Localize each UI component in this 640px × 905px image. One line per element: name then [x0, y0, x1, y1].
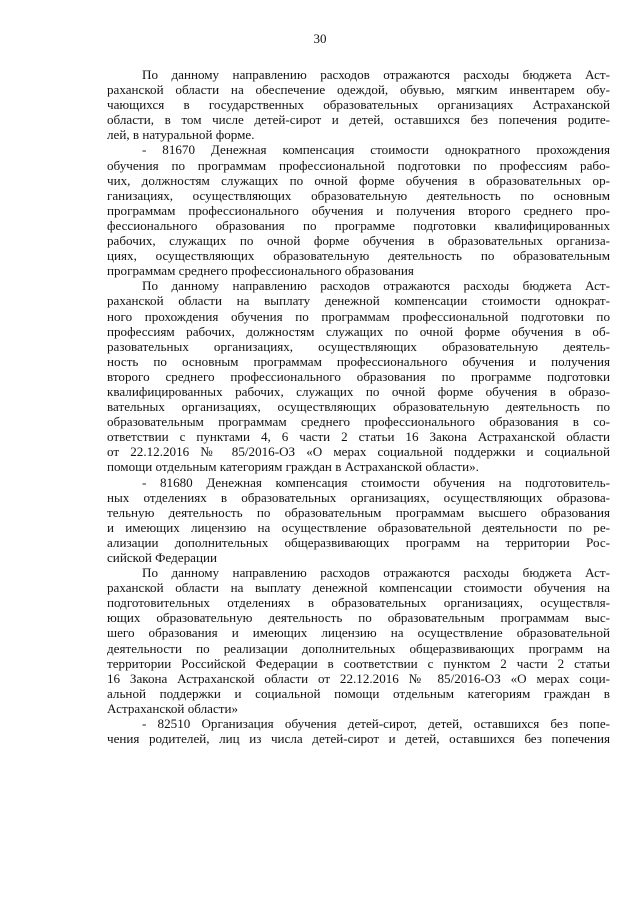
text-line: Астраханской области»	[107, 700, 239, 716]
text-line: По данному направлению расходов отражаются расходы бюджета Аст-	[142, 278, 610, 294]
text-line: помощи отдельным категориям граждан в Астраханской области».	[107, 459, 479, 475]
text-line: программам среднего профессионального образования	[107, 263, 414, 279]
text-line: шего образования и имеющих лицензию на осуществление образовательной	[107, 625, 610, 641]
text-line: 16 Закона Астраханской области от 22.12.2016 № 85/2016-ОЗ «О мерах соци-	[107, 670, 610, 686]
paragraph	[107, 142, 610, 278]
text-line: обучения по программам профессиональной подготовки по профессиям рабо-	[107, 157, 610, 173]
text-line: ных отделениях в образовательных организациях, осуществляющих образова-	[107, 489, 610, 505]
text-line: - 81680 Денежная компенсация стоимости обучения на подготовитель-	[142, 474, 610, 490]
text-line: рабочих, служащих по очной форме обучения в образовательных организа-	[107, 233, 610, 249]
text-line: ответствии с пунктами 4, 6 части 2 статьи 16 Закона Астраханской области	[107, 429, 610, 445]
text-line: ющих образовательную деятельность по образовательным программам выс-	[107, 610, 610, 626]
text-line: фессионального образования по программе подготовки квалифицированных	[107, 217, 610, 233]
text-line: образовательным программам среднего профессионального образования в со-	[107, 414, 610, 430]
text-line: раханской области на выплату денежной компенсации стоимости однократ-	[107, 293, 610, 309]
text-line: ность по основным программам профессионального обучения и получения	[107, 353, 610, 369]
text-line: раханской области на выплату денежной компенсации стоимости обучения на	[107, 580, 610, 596]
text-line: чения родителей, лиц из числа детей-сирот и детей, оставшихся без попечения	[107, 731, 610, 747]
paragraph	[107, 67, 610, 142]
text-line: территории Российской Федерации в соответствии с пунктом 2 части 2 статьи	[107, 655, 610, 671]
text-line: второго среднего профессионального образования по программе подготовки	[107, 368, 610, 384]
text-line: области, в том числе детей-сирот и детей, оставшихся без попечения родите-	[107, 112, 610, 128]
text-line: По данному направлению расходов отражаются расходы бюджета Аст-	[142, 565, 610, 581]
text-line: программам профессионального обучения и получения второго среднего про-	[107, 202, 610, 218]
text-line: чих, должностям служащих по очной форме обучения в образовательных ор-	[107, 172, 610, 188]
text-line: - 81670 Денежная компенсация стоимости однократного прохождения	[142, 142, 610, 158]
text-line: и имеющих лицензию на осуществление образовательной деятельности по ре-	[107, 519, 610, 535]
text-line: - 82510 Организация обучения детей-сирот, детей, оставшихся без попе-	[142, 716, 610, 732]
text-line: ганизациях, осуществляющих образовательную деятельность по основным	[107, 187, 610, 203]
paragraph	[107, 475, 610, 566]
text-line: разовательных организациях, осуществляющих образовательную деятель-	[107, 338, 610, 354]
text-line: ализации дополнительных общеразвивающих программ на территории Рос-	[107, 534, 610, 550]
text-line: По данному направлению расходов отражаются расходы бюджета Аст-	[142, 67, 610, 82]
document-body	[107, 67, 610, 746]
text-line: деятельности по реализации дополнительных общеразвивающих программ на	[107, 640, 610, 656]
text-line: ного прохождения обучения по программам профессиональной подготовки по	[107, 308, 610, 324]
text-line: сийской Федерации	[107, 550, 217, 565]
paragraph	[107, 716, 610, 746]
text-line: альной поддержки и социальной помощи отдельным категориям граждан в	[107, 685, 610, 701]
text-line: подготовительных отделениях в образовательных организациях, осуществля-	[107, 595, 610, 611]
text-line: тельную деятельность по образовательным программам высшего образования	[107, 504, 610, 520]
text-line: профессиям рабочих, должностям служащих по очной форме обучения в об-	[107, 323, 610, 339]
text-line: вательных организациях, осуществляющих образовательную деятельность по	[107, 399, 610, 415]
text-line: от 22.12.2016 № 85/2016-ОЗ «О мерах социальной поддержки и социальной	[107, 444, 610, 460]
paragraph	[107, 278, 610, 474]
text-line: циях, осуществляющих образовательную деятельность по образовательным	[107, 248, 610, 264]
paragraph	[107, 565, 610, 716]
text-line: раханской области на обеспечение одеждой, обувью, мягким инвентарем обу-	[107, 82, 610, 98]
page-number: 30	[313, 31, 327, 46]
text-line: квалифицированных рабочих, служащих по очной форме обучения в образо-	[107, 383, 610, 399]
text-line: лей, в натуральной форме.	[107, 127, 255, 143]
text-line: чающихся в государственных образовательных организациях Астраханской	[107, 97, 610, 113]
